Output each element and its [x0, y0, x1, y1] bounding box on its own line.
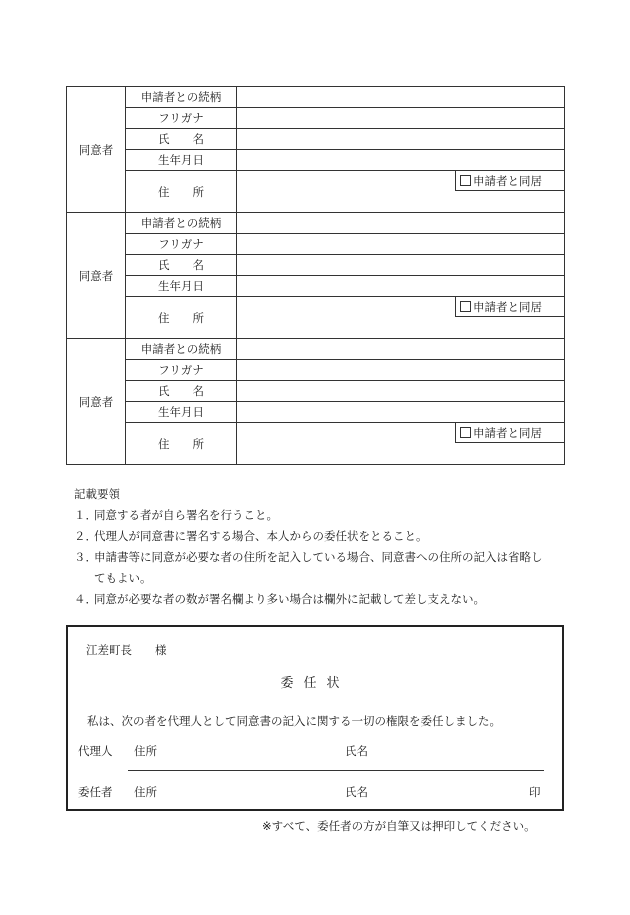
cohabit-label: 申請者と同居 [473, 426, 542, 440]
agent-label: 代理人 [78, 744, 113, 758]
field-label: 氏 名 [126, 381, 237, 402]
consent-row [67, 87, 565, 108]
delegator-address-label: 住所 [134, 785, 157, 799]
instruction-item: ２． 代理人が同意書に署名する場合、本人からの委任状をとること。 [74, 529, 428, 543]
checkbox-icon[interactable] [460, 427, 471, 438]
power-of-attorney-box [66, 625, 564, 811]
field-input[interactable] [237, 255, 565, 276]
consent-row [67, 381, 565, 402]
cohabit-label: 申請者と同居 [473, 174, 542, 188]
cohabit-checkbox[interactable] [455, 297, 564, 317]
consent-row [67, 213, 565, 234]
address-label: 住 所 [126, 423, 237, 465]
consenter-group-label: 同意者 [67, 339, 126, 465]
field-input[interactable] [237, 213, 565, 234]
delegator-label: 委任者 [78, 785, 113, 799]
field-label: フリガナ [126, 108, 237, 129]
consent-row [67, 276, 565, 297]
consenter-group-label: 同意者 [67, 213, 126, 339]
field-label: 申請者との続柄 [126, 87, 237, 108]
address-label: 住 所 [126, 297, 237, 339]
address-cell [237, 423, 564, 464]
consent-row [67, 150, 565, 171]
field-label: 生年月日 [126, 276, 237, 297]
address-input[interactable] [237, 423, 565, 465]
field-input[interactable] [237, 402, 565, 423]
checkbox-icon[interactable] [460, 175, 471, 186]
consent-row [67, 339, 565, 360]
field-label: フリガナ [126, 234, 237, 255]
field-label: 申請者との続柄 [126, 339, 237, 360]
address-row [67, 423, 565, 465]
delegator-name-label: 氏名 [345, 785, 368, 799]
instruction-item: １． 同意する者が自ら署名を行うこと。 [74, 508, 278, 522]
field-input[interactable] [237, 381, 565, 402]
address-row [67, 297, 565, 339]
address-label: 住 所 [126, 171, 237, 213]
consent-row [67, 234, 565, 255]
instruction-item: ３． 申請書等に同意が必要な者の住所を記入している場合、同意書への住所の記入は省略してもよい。 [74, 550, 543, 585]
proxy-title: 委任状 [280, 676, 350, 691]
field-input[interactable] [237, 234, 565, 255]
proxy-statement: 私は、次の者を代理人として同意書の記入に関する一切の権限を委任しました。 [87, 714, 501, 728]
field-label: 氏 名 [126, 255, 237, 276]
agent-address-label: 住所 [134, 744, 157, 758]
footnote: ※すべて、委任者の方が自筆又は押印してください。 [262, 819, 536, 833]
agent-signature-line[interactable] [128, 770, 544, 771]
field-label: 氏 名 [126, 129, 237, 150]
instruction-item: ４． 同意が必要な者の数が署名欄より多い場合は欄外に記載して差し支えない。 [74, 592, 485, 606]
checkbox-icon[interactable] [460, 301, 471, 312]
field-label: 生年月日 [126, 402, 237, 423]
address-cell [237, 171, 564, 212]
address-input[interactable] [237, 171, 565, 213]
agent-name-label: 氏名 [345, 744, 368, 758]
field-input[interactable] [237, 339, 565, 360]
consent-row [67, 129, 565, 150]
consent-table [66, 86, 565, 465]
instructions [74, 484, 574, 610]
address-row [67, 171, 565, 213]
seal-label: 印 [529, 785, 541, 799]
consent-row [67, 255, 565, 276]
field-label: フリガナ [126, 360, 237, 381]
address-input[interactable] [237, 297, 565, 339]
instructions-title: 記載要領 [74, 487, 120, 501]
field-input[interactable] [237, 87, 565, 108]
field-label: 申請者との続柄 [126, 213, 237, 234]
field-input[interactable] [237, 129, 565, 150]
consenter-group-label: 同意者 [67, 87, 126, 213]
addressee: 江差町長 様 [86, 643, 167, 657]
cohabit-label: 申請者と同居 [473, 300, 542, 314]
field-input[interactable] [237, 360, 565, 381]
field-input[interactable] [237, 150, 565, 171]
field-input[interactable] [237, 108, 565, 129]
consent-row [67, 402, 565, 423]
address-cell [237, 297, 564, 338]
consent-row [67, 108, 565, 129]
consent-row [67, 360, 565, 381]
cohabit-checkbox[interactable] [455, 423, 564, 443]
field-label: 生年月日 [126, 150, 237, 171]
cohabit-checkbox[interactable] [455, 171, 564, 191]
field-input[interactable] [237, 276, 565, 297]
